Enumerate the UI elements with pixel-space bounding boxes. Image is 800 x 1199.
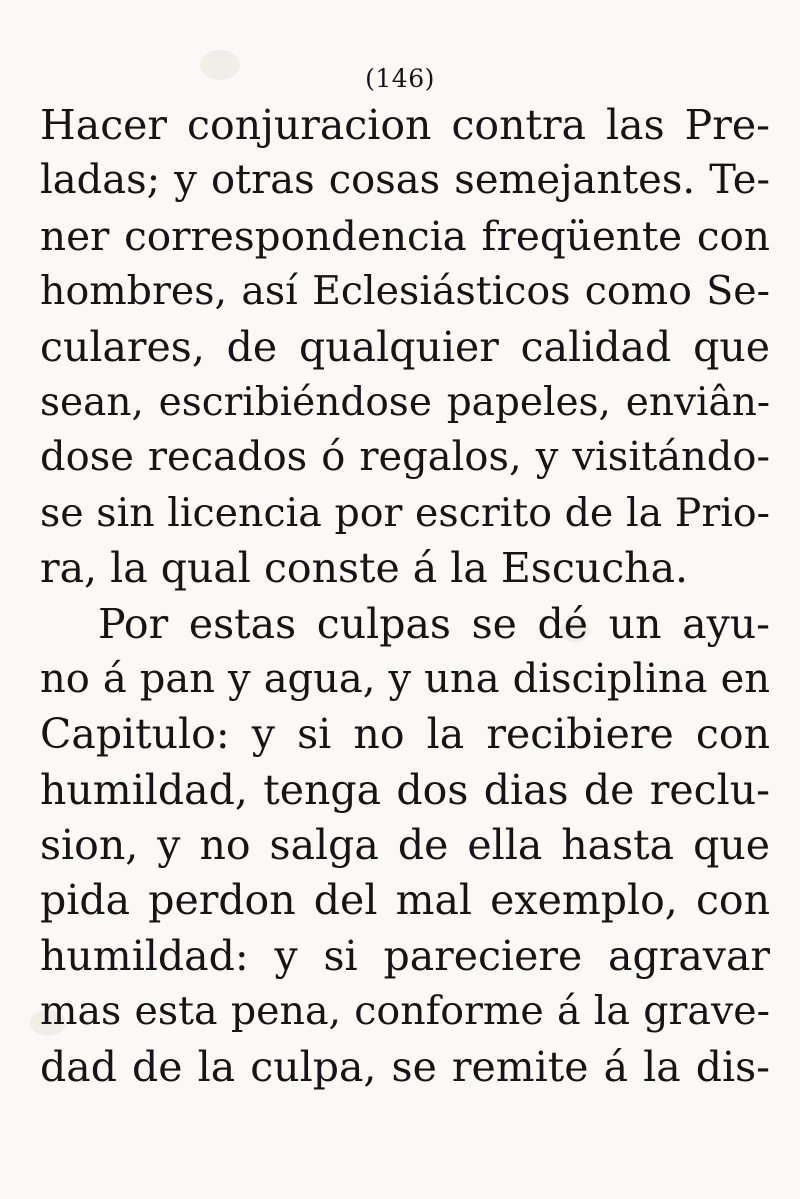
text-line: ner correspondencia freqüente con	[40, 211, 770, 260]
text-line: pida perdon del mal exemplo, con	[40, 876, 770, 925]
text-line: sean, escribiéndose papeles, enviân-	[40, 379, 770, 425]
text-line: humildad: y si pareciere agravar	[40, 931, 770, 980]
text-line: mas esta pena, conforme á la grave-	[40, 988, 770, 1035]
page-number: (146)	[365, 64, 435, 93]
text-line: dose recados ó regalos, y visitándo-	[40, 434, 770, 481]
text-line: sion, y no salga de ella hasta que	[40, 821, 770, 870]
text-line: ra, la qual conste á la Escucha.	[40, 544, 689, 593]
text-line: ladas; y otras cosas semejantes. Te-	[40, 157, 770, 204]
text-line: hombres, así Eclesiásticos como Se-	[40, 268, 770, 315]
text-line: se sin licencia por escrito de la Prio-	[40, 489, 770, 536]
paragraph-first-line: Por estas culpas se dé un ayu-	[98, 599, 770, 648]
text-line: Hacer conjuracion contra las Pre-	[40, 101, 770, 149]
text-line: no á pan y agua, y una disciplina en	[40, 655, 770, 702]
text-line: Capitulo: y si no la recibiere con	[40, 710, 770, 759]
text-line: dad de la culpa, se remite á la dis-	[40, 1042, 770, 1091]
text-line: culares, de qualquier calidad que	[40, 322, 770, 371]
body-text	[40, 98, 770, 1095]
text-line: humildad, tenga dos dias de reclu-	[40, 765, 770, 814]
